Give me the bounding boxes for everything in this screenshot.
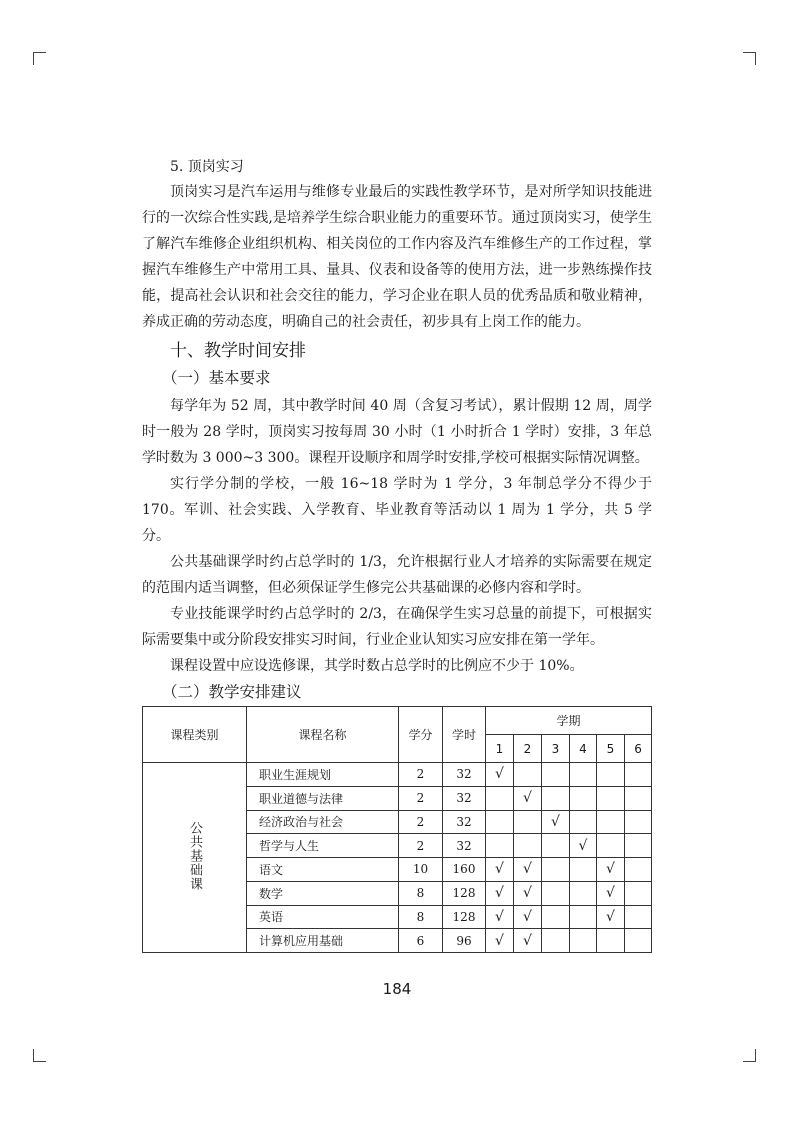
course-hours: 128 — [443, 905, 486, 929]
header-hours: 学时 — [443, 707, 486, 763]
semester-5-cell — [597, 834, 625, 858]
course-credits: 6 — [399, 929, 443, 953]
course-name: 哲学与人生 — [247, 834, 399, 858]
check-mark: √ — [523, 861, 532, 878]
semester-5-cell — [597, 786, 625, 810]
course-name: 经济政治与社会 — [247, 810, 399, 834]
course-hours: 32 — [443, 810, 486, 834]
header-semester-2: 2 — [514, 735, 542, 763]
paragraph-skill-courses: 专业技能课学时约占总学时的 2/3，在确保学生实习总量的前提下，可根据实际需要集中或分阶段安排实习时间，行业企业认知实习应安排在第一学年。 — [142, 606, 652, 648]
crop-mark-bottom-left — [33, 1049, 46, 1062]
semester-1-cell — [486, 905, 514, 929]
category-label: 公共基础课 — [187, 821, 202, 891]
check-mark: √ — [495, 766, 504, 783]
semester-5-cell — [597, 881, 625, 905]
header-category: 课程类别 — [143, 707, 247, 763]
course-schedule-table — [142, 706, 652, 953]
check-mark: √ — [606, 908, 615, 925]
semester-3-cell — [542, 858, 570, 882]
course-credits: 2 — [399, 763, 443, 787]
table-row — [143, 763, 652, 787]
check-mark: √ — [578, 837, 588, 854]
table-body — [143, 763, 652, 953]
category-cell — [143, 763, 247, 953]
header-semester-3: 3 — [542, 735, 570, 763]
course-credits: 8 — [399, 881, 443, 905]
check-mark: √ — [495, 908, 504, 925]
semester-1-cell — [486, 763, 514, 787]
paragraph-credits: 实行学分制的学校，一般 16~18 学时为 1 学分，3 年制总学分不得少于 170。军训、社会实践、入学教育、毕业教育等活动以 1 周为 1 学分，共 5 学分。 — [142, 476, 652, 544]
header-credits: 学分 — [399, 707, 443, 763]
semester-4-cell — [570, 763, 597, 787]
crop-mark-top-right — [743, 52, 756, 65]
header-semester-4: 4 — [570, 735, 597, 763]
semester-3-cell — [542, 929, 570, 953]
semester-2-cell — [514, 905, 542, 929]
semester-3-cell — [542, 786, 570, 810]
semester-5-cell — [597, 810, 625, 834]
subheading-schedule-suggestions: （二）教学安排建议 — [162, 683, 302, 701]
check-mark: √ — [551, 813, 560, 830]
semester-1-cell — [486, 858, 514, 882]
header-semester: 学期 — [486, 707, 652, 735]
course-credits: 8 — [399, 905, 443, 929]
course-hours: 32 — [443, 786, 486, 810]
check-mark: √ — [523, 790, 532, 807]
semester-2-cell — [514, 858, 542, 882]
semester-3-cell — [542, 763, 570, 787]
semester-5-cell — [597, 905, 625, 929]
course-name: 职业道德与法律 — [247, 786, 399, 810]
semester-6-cell — [625, 905, 652, 929]
course-name: 英语 — [247, 905, 399, 929]
course-hours: 128 — [443, 881, 486, 905]
semester-6-cell — [625, 786, 652, 810]
semester-5-cell — [597, 763, 625, 787]
semester-3-cell — [542, 905, 570, 929]
semester-1-cell — [486, 881, 514, 905]
semester-4-cell — [570, 858, 597, 882]
semester-6-cell — [625, 929, 652, 953]
semester-2-cell — [514, 810, 542, 834]
semester-1-cell — [486, 929, 514, 953]
course-hours: 160 — [443, 858, 486, 882]
check-mark: √ — [523, 908, 532, 925]
header-semester-5: 5 — [597, 735, 625, 763]
paragraph-weeks: 每学年为 52 周，其中教学时间 40 周（含复习考试），累计假期 12 周，周学时一般为 28 学时，顶岗实习按每周 30 小时（1 小时折合 1 学时）安排，3 年总学时数为 3 000~3 300。课程开设顺序和周学时安排,学校可根据实际情况调整。 — [142, 398, 652, 466]
semester-3-cell — [542, 834, 570, 858]
page-number: 184 — [382, 980, 412, 998]
semester-4-cell — [570, 834, 597, 858]
semester-1-cell — [486, 786, 514, 810]
semester-5-cell — [597, 929, 625, 953]
semester-6-cell — [625, 763, 652, 787]
course-name: 职业生涯规划 — [247, 763, 399, 787]
semester-2-cell — [514, 763, 542, 787]
header-semester-1: 1 — [486, 735, 514, 763]
course-name: 计算机应用基础 — [247, 929, 399, 953]
header-course-name: 课程名称 — [247, 707, 399, 763]
paragraph-public-courses: 公共基础课学时约占总学时的 1/3，允许根据行业人才培养的实际需要在规定的范围内适当调整，但必须保证学生修完公共基础课的必修内容和学时。 — [142, 554, 652, 596]
course-credits: 10 — [399, 858, 443, 882]
section-heading-internship: 5. 顶岗实习 — [170, 159, 244, 175]
paragraph-internship: 顶岗实习是汽车运用与维修专业最后的实践性教学环节，是对所学知识技能进行的一次综合性实践,是培养学生综合职业能力的重要环节。通过顶岗实习，使学生了解汽车维修企业组织机构、相关岗位的工作内容及汽车维修生产的工作过程，掌握汽车维修生产中常用工具、量具、仪表和设备等的使用方法，进一步熟练操作技能，提高社会认识和社会交往的能力，学习企业在职人员的优秀品质和敬业精神，养成正确的劳动态度，明确自己的社会责任，初步具有上岗工作的能力。 — [142, 184, 652, 330]
course-credits: 2 — [399, 810, 443, 834]
semester-3-cell — [542, 810, 570, 834]
semester-4-cell — [570, 881, 597, 905]
semester-4-cell — [570, 786, 597, 810]
course-credits: 2 — [399, 786, 443, 810]
header-semester-6: 6 — [625, 735, 652, 763]
semester-5-cell — [597, 858, 625, 882]
course-hours: 96 — [443, 929, 486, 953]
check-mark: √ — [495, 861, 504, 878]
course-name: 语文 — [247, 858, 399, 882]
check-mark: √ — [495, 885, 504, 902]
semester-1-cell — [486, 810, 514, 834]
crop-mark-top-left — [33, 52, 46, 65]
crop-mark-bottom-right — [743, 1049, 756, 1062]
semester-4-cell — [570, 905, 597, 929]
semester-1-cell — [486, 834, 514, 858]
chapter-heading: 十、教学时间安排 — [170, 341, 306, 361]
check-mark: √ — [606, 885, 615, 902]
subheading-basic-requirements: （一）基本要求 — [162, 369, 271, 387]
semester-6-cell — [625, 834, 652, 858]
semester-6-cell — [625, 858, 652, 882]
course-hours: 32 — [443, 763, 486, 787]
check-mark: √ — [523, 932, 532, 949]
course-hours: 32 — [443, 834, 486, 858]
semester-2-cell — [514, 834, 542, 858]
semester-4-cell — [570, 810, 597, 834]
check-mark: √ — [495, 932, 504, 949]
course-credits: 2 — [399, 834, 443, 858]
course-name: 数学 — [247, 881, 399, 905]
semester-2-cell — [514, 929, 542, 953]
paragraph-electives: 课程设置中应设选修课，其学时数占总学时的比例应不少于 10%。 — [170, 658, 584, 674]
body-text — [142, 155, 652, 707]
semester-6-cell — [625, 881, 652, 905]
check-mark: √ — [523, 885, 532, 902]
semester-3-cell — [542, 881, 570, 905]
check-mark: √ — [606, 861, 615, 878]
semester-6-cell — [625, 810, 652, 834]
semester-4-cell — [570, 929, 597, 953]
semester-2-cell — [514, 881, 542, 905]
semester-2-cell — [514, 786, 542, 810]
